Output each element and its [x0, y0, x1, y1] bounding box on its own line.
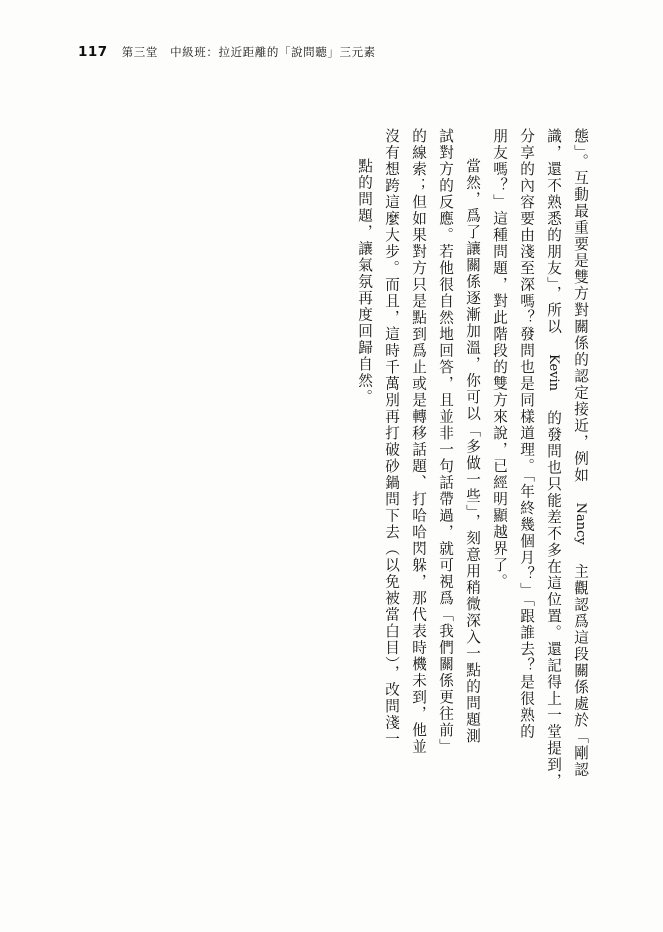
- text-column: 當然，爲了讓關係逐漸加溫，你可以「多做一些」，刻意用稍微深入一點的問題測: [464, 158, 481, 745]
- text-column: 的線索；但如果對方只是點到爲止或是轉移話題、打哈哈閃躲，那代表時機未到，他並: [410, 128, 427, 755]
- running-head: [78, 44, 585, 60]
- text-column: 識，還不熟悉的朋友」，所以 Kevin 的發問也只能差不多在這位置。還記得上一堂提到，: [545, 128, 562, 790]
- text-column: 沒有想跨這麼大步。而且，這時千萬別再打破砂鍋問下去（以免被當白目），改問淺一: [383, 128, 400, 748]
- chapter-title: 第三堂 中級班：拉近距離的「說問聽」三元素: [121, 45, 376, 59]
- text-column: 朋友嗎？」這種問題，對此階段的雙方來說，已經明顯越界了。: [491, 128, 508, 590]
- body-text: [84, 128, 587, 828]
- text-column: 態」。互動最重要是雙方對關係的認定接近，例如 Nancy 主觀認爲這段關係處於「剛認: [572, 128, 589, 779]
- text-column: 分享的內容要由淺至深嗎？發問也是同樣道理。「年終幾個月？」「跟誰去？是很熟的: [518, 128, 535, 741]
- text-column: 試對方的反應。若他很自然地回答，且並非一句話帶過，就可視爲「我們關係更往前」: [437, 128, 454, 755]
- text-column: 點的問題，讓氣氛再度回歸自然。: [356, 158, 373, 406]
- page-number: 117: [78, 44, 108, 60]
